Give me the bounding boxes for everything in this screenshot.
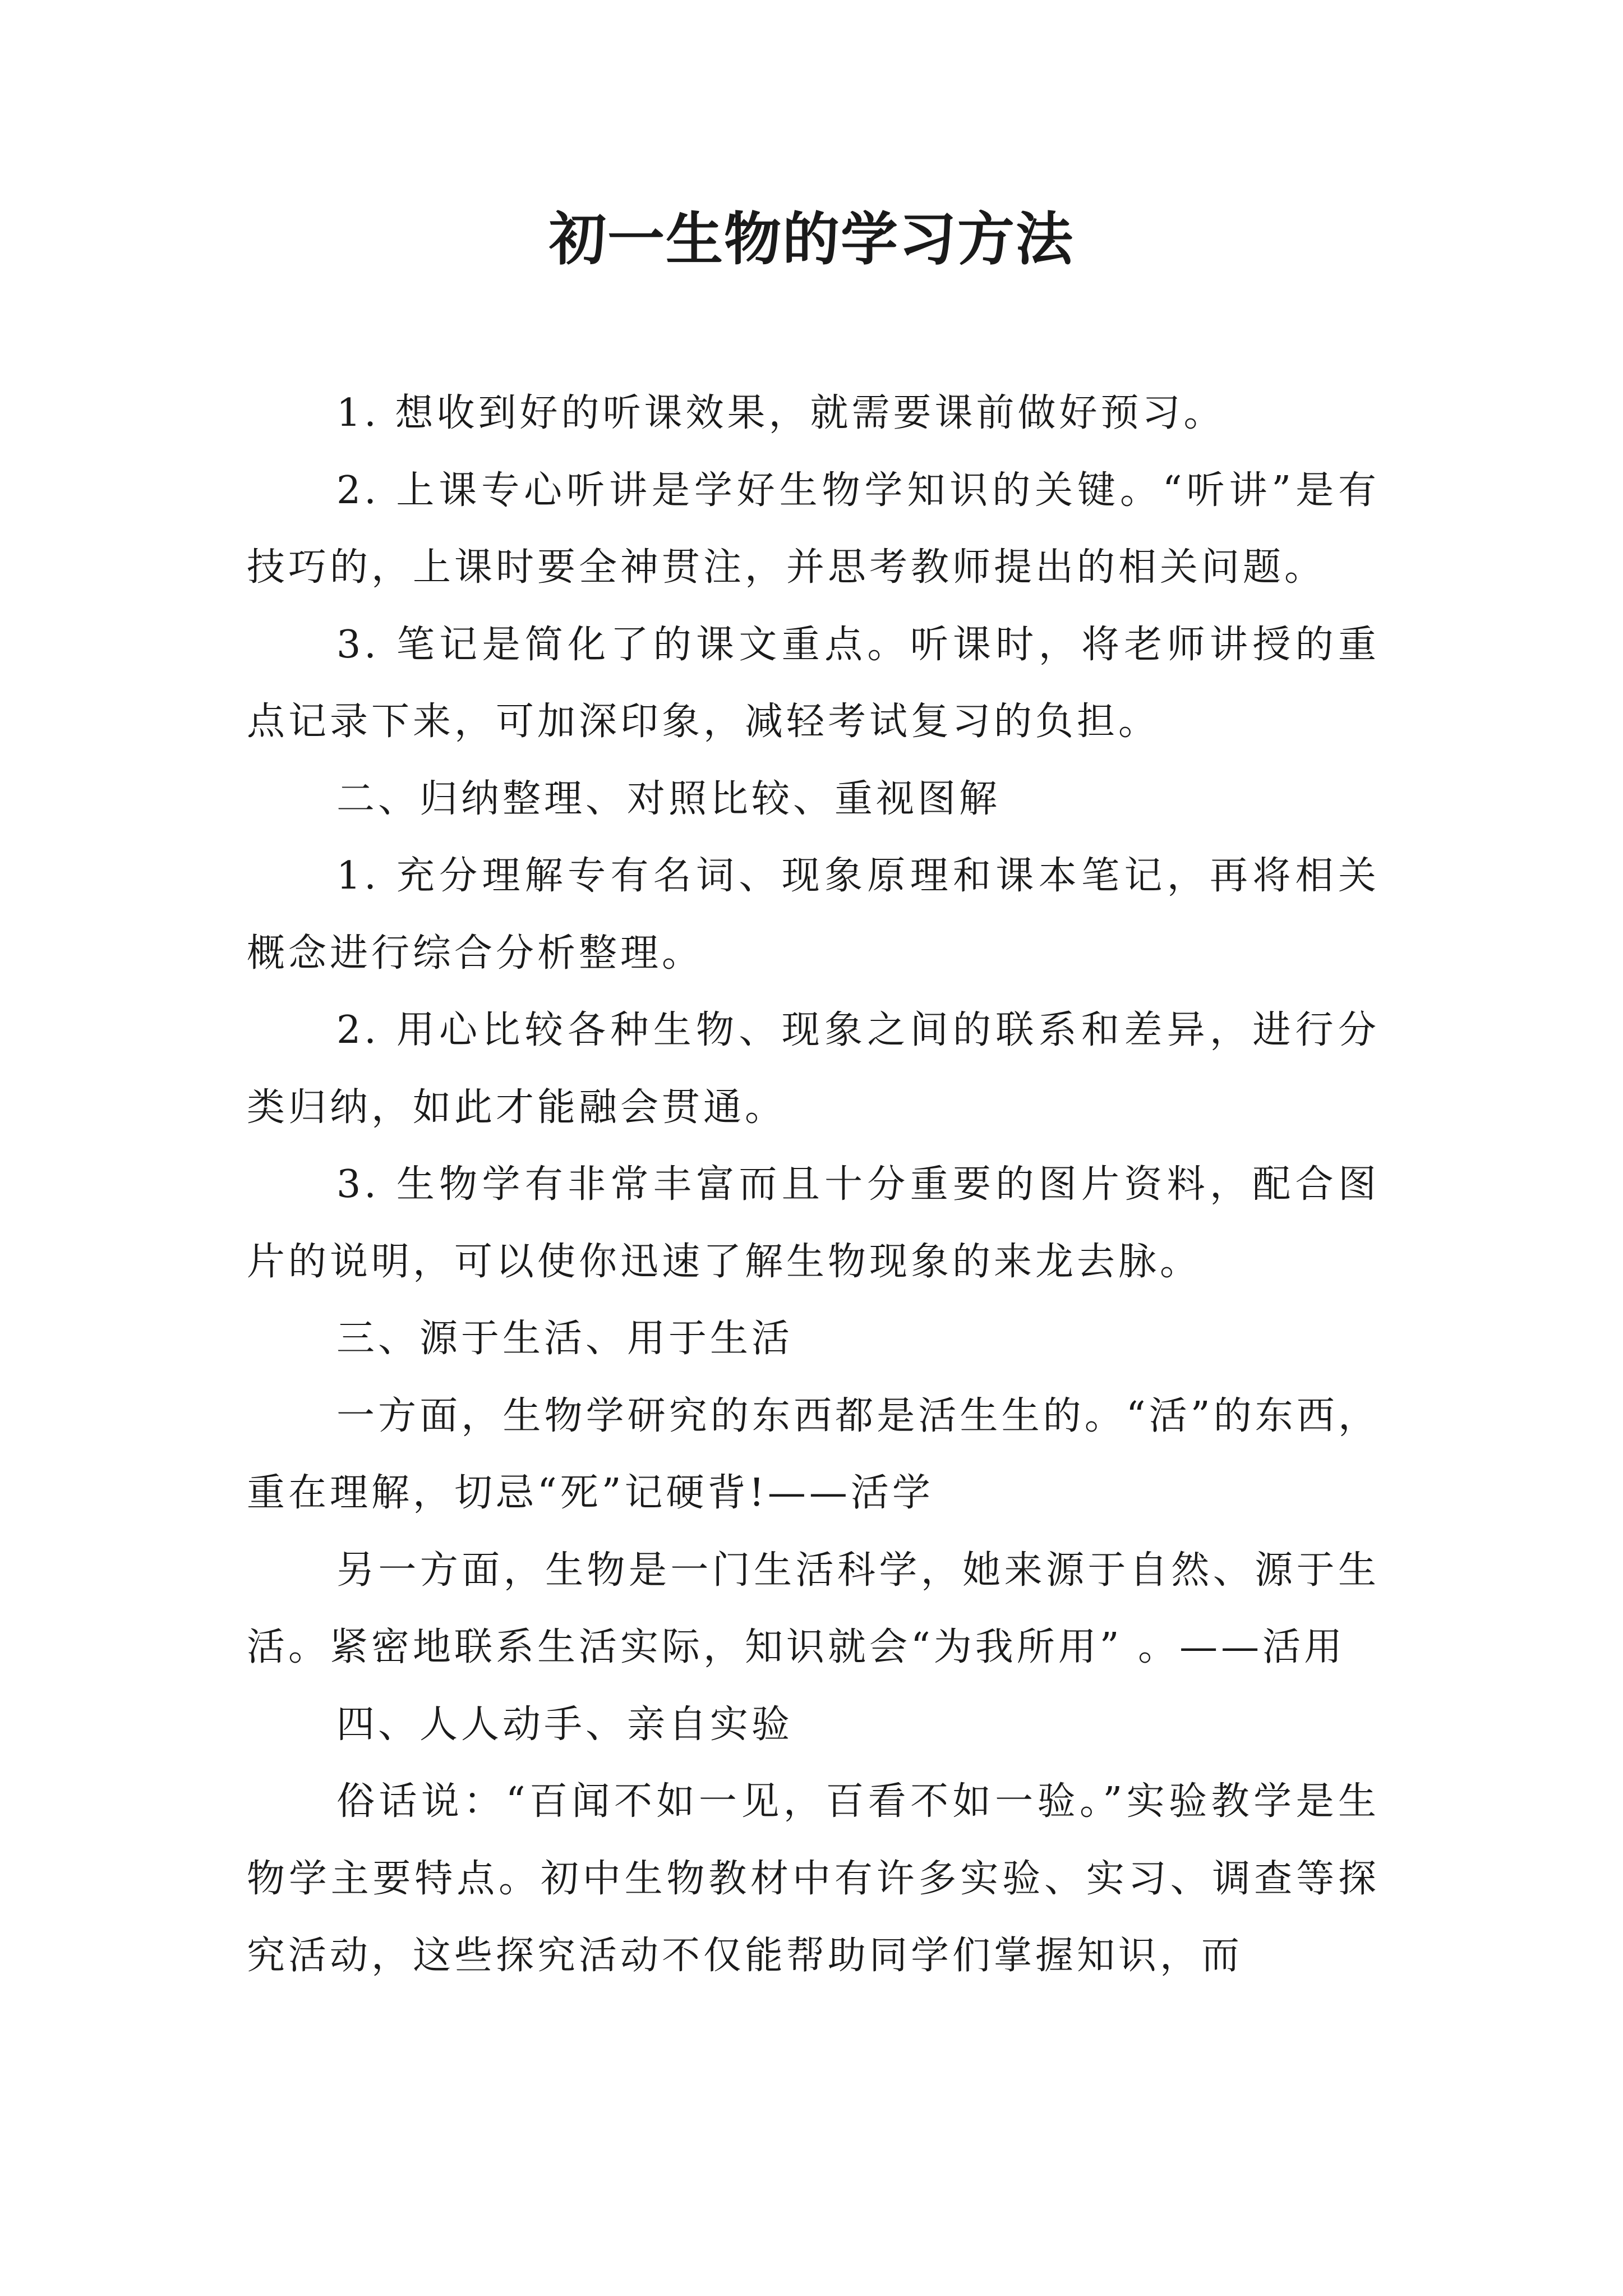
section-heading-experiment: 四、人人动手、亲自实验 [336, 1702, 794, 1747]
paragraph-listening-tip: 2. 上课专心听讲是学好生物学知识的关键。“听讲”是有技巧的，上课时要全神贯注，并思考教师提出的相关问题。 [247, 468, 1380, 590]
document-body [247, 375, 1380, 1995]
section-heading-life: 三、源于生活、用于生活 [336, 1317, 794, 1361]
paragraph-organize-tip-3: 3. 生物学有非常丰富而且十分重要的图片资料，配合图片的说明，可以使你迅速了解生物现象的来龙去脉。 [247, 1162, 1380, 1284]
paragraph-life-tip-1: 一方面，生物学研究的东西都是活生生的。“活”的东西，重在理解，切忌“死”记硬背!——活学 [247, 1393, 1380, 1515]
section-heading-organize: 二、归纳整理、对照比较、重视图解 [336, 776, 1001, 821]
paragraph-organize-tip-2: 2. 用心比较各种生物、现象之间的联系和差异，进行分类归纳，如此才能融会贯通。 [247, 1008, 1380, 1130]
paragraph-experiment: 俗话说：“百闻不如一见，百看不如一验。”实验教学是生物学主要特点。初中生物教材中有许多实验、实习、调查等探究活动，这些探究活动不仅能帮助同学们掌握知识，而 [247, 1779, 1380, 1978]
paragraph-organize-tip-1: 1. 充分理解专有名词、现象原理和课本笔记，再将相关概念进行综合分析整理。 [247, 854, 1380, 976]
paragraph-notes-tip: 3. 笔记是简化了的课文重点。听课时，将老师讲授的重点记录下来，可加深印象，减轻考试复习的负担。 [247, 622, 1380, 744]
paragraph-preview-tip: 1. 想收到好的听课效果，就需要课前做好预习。 [336, 391, 1225, 435]
document-title: 初一生物的学习方法 [549, 206, 1074, 273]
paragraph-life-tip-2: 另一方面，生物是一门生活科学，她来源于自然、源于生活。紧密地联系生活实际，知识就会“为我所用” 。——活用 [247, 1548, 1380, 1669]
